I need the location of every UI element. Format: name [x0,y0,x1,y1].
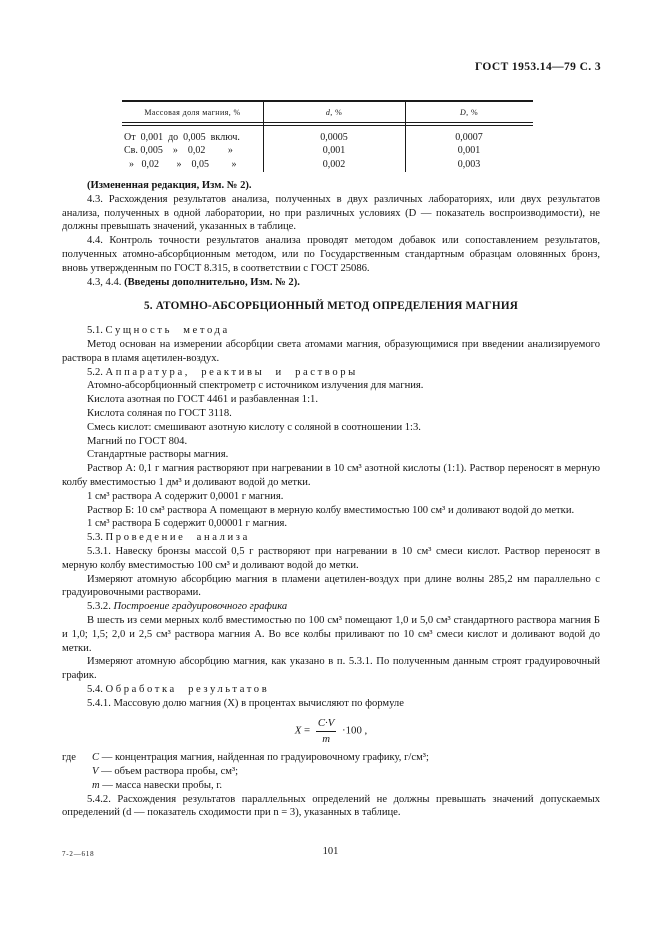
formula-numerator: C·V [317,717,335,730]
table-row [122,144,533,157]
cell-range: Св. 0,005 » 0,02 » [124,145,233,157]
table-column-divider [263,102,264,172]
paragraph-acid-mix: Смесь кислот: смешивают азотную кислоту с соляной в соотношении 1:3. [87,421,421,433]
definition-term: m [92,779,100,791]
heading-number: 5.2. [87,366,106,378]
footer-print-code: 7-2—618 [62,850,95,858]
heading-5-4 [62,683,600,697]
paragraph-5-3-1: 5.3.1. Навеску бронзы массой 0,5 г растворяют при нагревании в 10 см³ смеси кислот. Раствор переносят в мерную колбу вместимостью 100 см³ и доливают водой до метки. [62,545,600,571]
paragraph-solution-a: Раствор А: 0,1 г магния растворяют при нагревании в 10 см³ азотной кислоты (1:1). Раствор переносят в мерную колбу вместимостью 1 дм³ и доливают водой до метки. [62,463,600,488]
heading-title: Обработка результатов [105,683,270,695]
cell-D-value: 0,0007 [455,132,483,143]
definition-c [62,751,600,765]
table-row [122,131,533,144]
formula-lhs: X [294,724,302,737]
paragraph-4-4: 4.4. Контроль точности результатов анализа проводят методом добавок или сопоставлением результатов, полученных атомно-абсорбционным методом, или по Государственным стандартным образцам оловянных бронз, вновь утвержденным по ГОСТ 8.315, в соответствии с ГОСТ 25086. [62,235,600,274]
heading-5-2 [62,366,600,380]
formula-fraction [316,717,337,745]
table-body [122,126,533,177]
paragraph-hydrochloric-acid: Кислота соляная по ГОСТ 3118. [87,407,232,419]
cell-D-value: 0,001 [457,145,481,157]
heading-number: 5.4. [87,683,106,695]
heading-number: 5.3.2. [87,601,114,613]
paragraph-spectrometer: Атомно-абсорбционный спектрометр с источником излучения для магния. [87,380,424,392]
clause-numbers: 4.3, 4.4. [87,276,125,288]
definition-text: — концентрация магния, найденная по градуировочному графику, г/см³; [99,752,429,764]
table-row [122,158,533,171]
definition-m [62,779,600,793]
heading-5-3 [62,531,600,545]
heading-title: Построение градуировочного графика [113,601,288,613]
paragraph-4-3: 4.3. Расхождения результатов анализа, полученных в двух различных лабораториях, или двух результатов анализа, полученных в одной лаборатории, но при различных условиях (D — показатель воспроизводимости), не должны превышать значений, указанных в таблице. [62,193,600,233]
table-header-d-var: d [325,107,331,117]
paragraph-standard-solutions: Стандартные растворы магния. [87,449,229,461]
cell-d-value: 0,0005 [320,132,348,143]
table-header-d-unit: , % [330,107,343,117]
paragraph-solution-b: Раствор Б: 10 см³ раствора А помещают в мерную колбу вместимостью 100 см³ и доливают водой до метки. [87,504,575,516]
definition-v [62,765,600,779]
tolerance-table [122,100,533,177]
document-body [62,179,600,820]
page-number: 101 [322,846,339,857]
table-header-D-unit: , % [466,107,479,117]
added-note: (Введены дополнительно, Изм. № 2). [124,276,300,288]
paragraph-5-4-2: 5.4.2. Расхождения результатов параллельных определений не должны превышать значений допускаемых определений (d — показатель сходимости при n = 3), указанных в таблице. [62,793,600,819]
formula-equals: = [304,724,311,737]
formula-denominator: m [316,731,337,745]
table-header-d [263,108,405,117]
formula-mass-fraction [62,717,600,745]
table-header-D-var: D [459,107,467,117]
heading-title: Сущность метода [105,325,230,337]
paragraph-measurement-2: Измеряют атомную абсорбцию магния, как указано в п. 5.3.1. По полученным данным строят градуировочный график. [62,656,600,682]
formula-factor: ·100 , [342,724,368,737]
definition-text: — масса навески пробы, г. [99,779,223,791]
table-column-divider [405,102,406,172]
page-header-right: ГОСТ 1953.14—79 С. 3 [474,61,601,73]
heading-number: 5.1. [87,325,106,337]
table-header-mass-fraction: Массовая доля магния, % [144,107,241,117]
paragraph-4-3-4-4-note [62,276,600,290]
definition-term: V [92,766,99,778]
paragraph-measurement-1: Измеряют атомную абсорбцию магния в пламени ацетилен-воздух при длине волны 285,2 нм параллельно с градуировочными растворами. [62,573,600,599]
paragraph-method-essence: Метод основан на измерении абсорбции света атомами магния, образующимися при введении анализируемого раствора в пламя ацетилен-воздух. [62,338,600,364]
heading-title: Проведение анализа [105,532,250,544]
cell-d-value: 0,001 [322,145,346,157]
cell-range: От 0,001 до 0,005 включ. [124,132,240,143]
paragraph-nitric-acid: Кислота азотная по ГОСТ 4461 и разбавленная 1:1. [87,394,318,406]
table-header-row [122,102,533,122]
heading-5-1 [62,324,600,338]
paragraph-solution-a-content: 1 см³ раствора А содержит 0,0001 г магния. [87,490,284,502]
heading-5-3-2 [62,600,600,614]
paragraph-amended-note: (Измененная редакция, Изм. № 2). [87,180,252,191]
heading-title: Аппаратура, реактивы и растворы [105,366,358,378]
heading-number: 5.3. [87,532,106,544]
table-header-D [405,108,533,117]
definition-term: C [92,752,100,764]
paragraph-magnesium: Магний по ГОСТ 804. [87,435,188,447]
cell-range: » 0,02 » 0,05 » [124,158,237,170]
definition-text: — объем раствора пробы, см³; [98,766,239,778]
cell-d-value: 0,002 [322,158,346,170]
paragraph-solution-b-content: 1 см³ раствора Б содержит 0,00001 г магния. [87,518,288,530]
paragraph-six-flasks: В шесть из семи мерных колб вместимостью по 100 см³ помещают 1,0 и 5,0 см³ стандартного раствора магния Б и 1,0; 1,5; 2,0 и 2,5 см³ раствора магния А. Во все колбы приливают по 10 см³ смеси кислот и доливают водой до метки. [62,614,600,654]
section-5-heading: 5. АТОМНО-АБСОРБЦИОННЫЙ МЕТОД ОПРЕДЕЛЕНИЯ МАГНИЯ [144,300,518,313]
cell-D-value: 0,003 [457,158,481,170]
where-label: где [62,752,76,764]
paragraph-5-4-1: 5.4.1. Массовую долю магния (X) в процентах вычисляют по формуле [87,697,404,709]
